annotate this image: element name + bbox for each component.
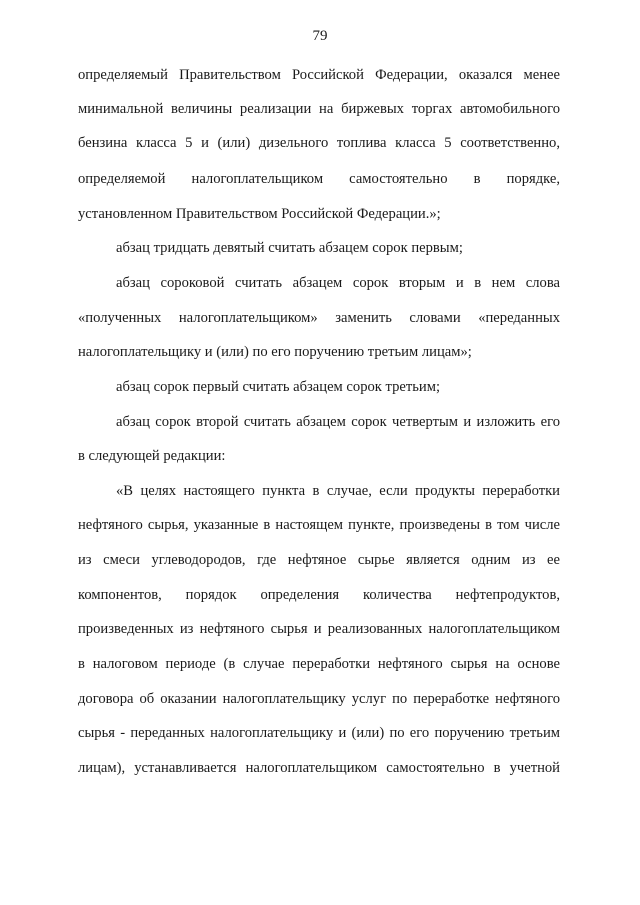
text-line: сырья - переданных налогоплательщику и (или) по его поручению третьим	[78, 725, 560, 741]
text-line: определяемой налогоплательщиком самостоятельно в порядке,	[78, 171, 560, 187]
text-line: абзац сорок первый считать абзацем сорок третьим;	[116, 379, 441, 395]
text-line: налогоплательщику и (или) по его поручению третьим лицам»;	[78, 344, 472, 360]
text-line: в следующей редакции:	[78, 448, 226, 464]
text-line: из смеси углеводородов, где нефтяное сырье является одним из ее	[78, 552, 560, 568]
text-line: договора об оказании налогоплательщику услуг по переработке нефтяного	[78, 691, 560, 707]
text-line: определяемый Правительством Российской Федерации, оказался менее	[78, 67, 560, 83]
text-line: нефтяного сырья, указанные в настоящем пункте, произведены в том числе	[78, 517, 560, 533]
text-line: абзац сороковой считать абзацем сорок вторым и в нем слова	[116, 275, 560, 291]
text-line: минимальной величины реализации на биржевых торгах автомобильного	[78, 101, 560, 117]
text-line: компонентов, порядок определения количества нефтепродуктов,	[78, 587, 560, 603]
text-line: «полученных налогоплательщиком» заменить словами «переданных	[78, 310, 560, 326]
text-line: в налоговом периоде (в случае переработки нефтяного сырья на основе	[78, 656, 560, 672]
text-line: «В целях настоящего пункта в случае, если продукты переработки	[116, 483, 560, 499]
text-line: бензина класса 5 и (или) дизельного топлива класса 5 соответственно,	[78, 135, 560, 151]
text-line: абзац сорок второй считать абзацем сорок четвертым и изложить его	[116, 414, 560, 430]
text-line: абзац тридцать девятый считать абзацем сорок первым;	[116, 240, 463, 256]
text-line: лицам), устанавливается налогоплательщиком самостоятельно в учетной	[78, 760, 560, 776]
text-line: установленном Правительством Российской Федерации.»;	[78, 206, 441, 222]
page-number: 79	[312, 28, 328, 44]
text-line: произведенных из нефтяного сырья и реализованных налогоплательщиком	[78, 621, 560, 637]
